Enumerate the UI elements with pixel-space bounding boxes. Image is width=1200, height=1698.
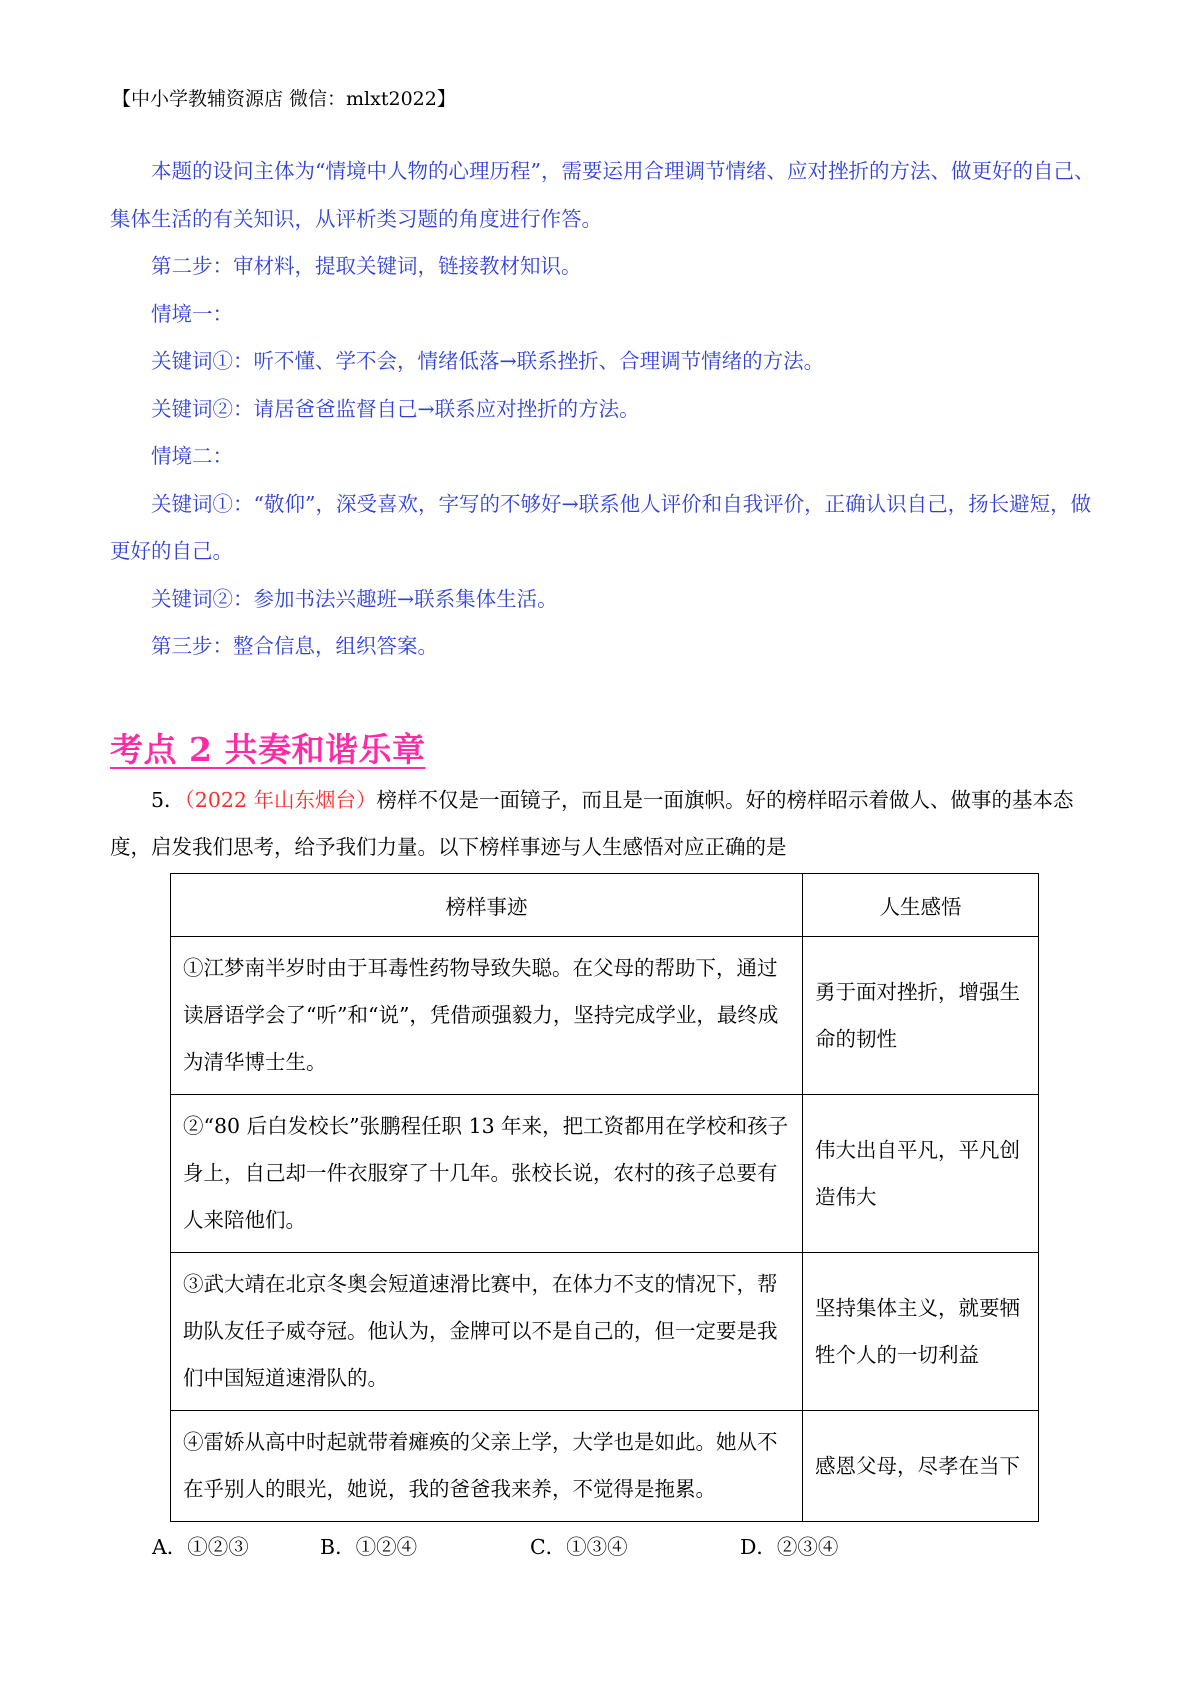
deed-cell: ①江梦南半岁时由于耳毒性药物导致失聪。在父母的帮助下，通过读唇语学会了“听”和“说”，凭借顽强毅力，坚持完成学业，最终成为清华博士生。 [171, 937, 803, 1095]
analysis-step-2: 第二步：审材料，提取关键词，链接教材知识。 [151, 254, 582, 278]
scenario-1-keyword-2: 关键词②：请居爸爸监督自己→联系应对挫折的方法。 [151, 396, 640, 421]
scenario-2-keyword-2: 关键词②：参加书法兴趣班→联系集体生活。 [151, 586, 558, 611]
question-stem: 榜样不仅是一面镜子，而且是一面旗帜。好的榜样昭示着做人、做事的基本态度，启发我们思考，给予我们力量。以下榜样事迹与人生感悟对应正确的是 [110, 788, 1074, 859]
column-header-deed: 榜样事迹 [171, 874, 803, 937]
scenario-1-keyword-1: 关键词①：听不懂、学不会，情绪低落→联系挫折、合理调节情绪的方法。 [151, 349, 825, 373]
scenario-1-title: 情境一： [151, 301, 233, 326]
answer-analysis [110, 148, 1102, 671]
option-d: D．②③④ [740, 1535, 839, 1559]
option-c: C．①③④ [530, 1535, 628, 1559]
table-row [171, 1411, 1039, 1522]
option-a: A．①②③ [152, 1535, 249, 1559]
column-header-insight: 人生感悟 [803, 874, 1039, 937]
scenario-2-title: 情境二： [151, 444, 233, 468]
deed-cell: ②“80 后白发校长”张鹏程任职 13 年来，把工资都用在学校和孩子身上，自己却一件衣服穿了十几年。张校长说，农村的孩子总要有人来陪他们。 [171, 1095, 803, 1253]
table-row [171, 937, 1039, 1095]
table-row [171, 1095, 1039, 1253]
insight-cell: 感恩父母，尽孝在当下 [803, 1411, 1039, 1522]
insight-cell: 坚持集体主义，就要牺牲个人的一切利益 [803, 1253, 1039, 1411]
insight-cell: 伟大出自平凡，平凡创造伟大 [803, 1095, 1039, 1253]
question-number: 5． [151, 788, 185, 812]
header-note: 【中小学教辅资源店 微信：mlxt2022】 [112, 88, 456, 110]
question-stem-paragraph [110, 777, 1102, 871]
deed-cell: ④雷娇从高中时起就带着瘫痪的父亲上学，大学也是如此。她从不在乎别人的眼光，她说，我的爸爸我来养，不觉得是拖累。 [171, 1411, 803, 1522]
exemplar-table [170, 873, 1039, 1522]
insight-cell: 勇于面对挫折，增强生命的韧性 [803, 937, 1039, 1095]
table-row [171, 1253, 1039, 1411]
question-source: （2022 年山东烟台） [184, 788, 377, 812]
section-heading: 考点 2 共奏和谐乐章 [110, 730, 426, 769]
option-b: B．①②④ [320, 1535, 418, 1559]
analysis-intro: 本题的设问主体为“情境中人物的心理历程”，需要运用合理调节情绪、应对挫折的方法、做更好的自己、集体生活的有关知识，从评析类习题的角度进行作答。 [110, 159, 1095, 231]
deed-cell: ③武大靖在北京冬奥会短道速滑比赛中，在体力不支的情况下，帮助队友任子威夺冠。他认为，金牌可以不是自己的，但一定要是我们中国短道速滑队的。 [171, 1253, 803, 1411]
analysis-step-3: 第三步：整合信息，组织答案。 [151, 634, 438, 658]
scenario-2-keyword-1: 关键词①：“敬仰”，深受喜欢，字写的不够好→联系他人评价和自我评价，正确认识自己，扬长避短，做更好的自己。 [110, 491, 1092, 563]
question-5 [110, 777, 1102, 871]
table-header-row [171, 874, 1039, 937]
